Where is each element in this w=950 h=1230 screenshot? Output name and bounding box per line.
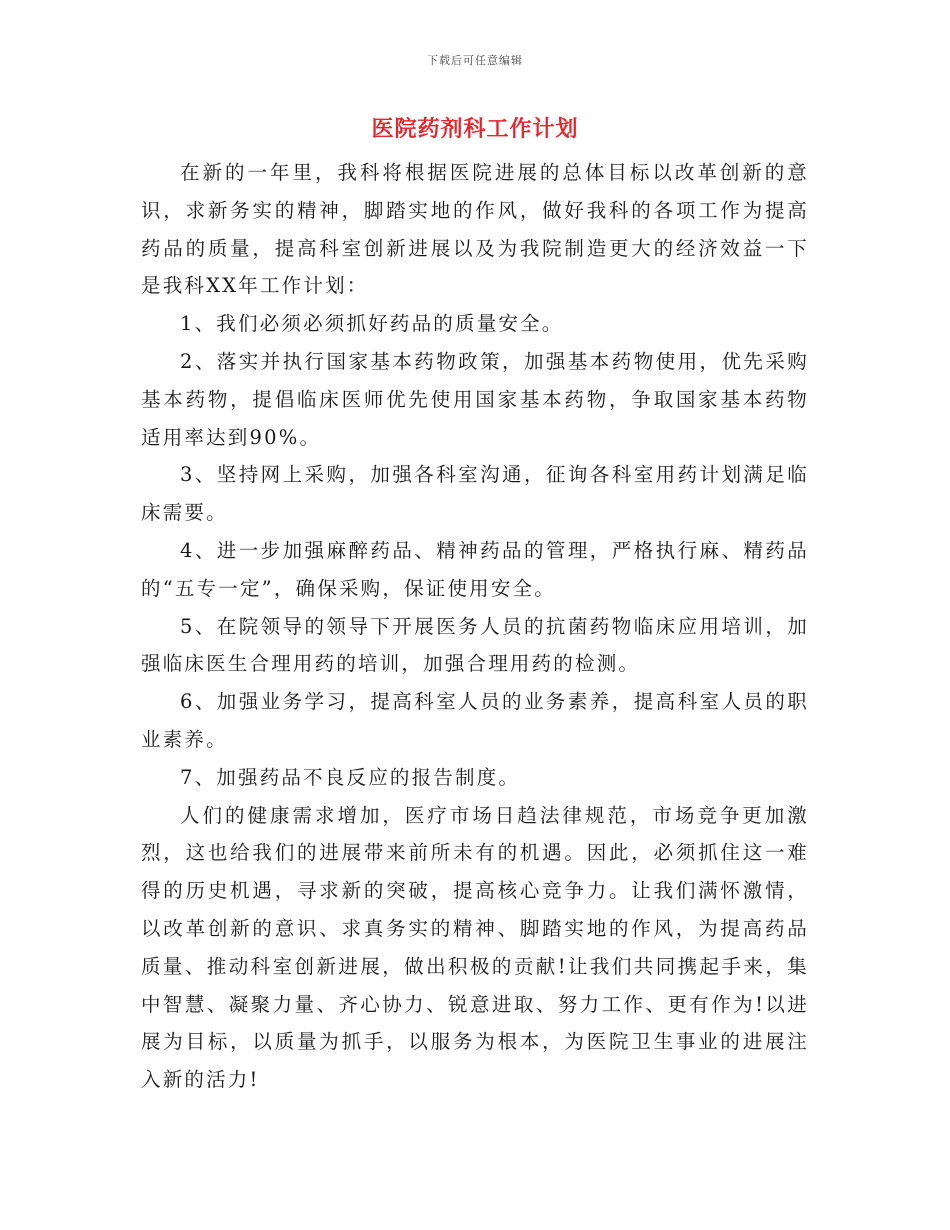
document-title: 医院药剂科工作计划: [371, 116, 579, 142]
paragraph-item-4: 4、进一步加强麻醉药品、精神药品的管理，严格执行麻、精药品的“五专一定”，确保采购，保证使用安全。: [141, 538, 809, 600]
paragraph-item-1: 1、我们必须必须抓好药品的质量安全。: [180, 312, 564, 336]
paragraph-item-7: 7、加强药品不良反应的报告制度。: [180, 765, 521, 789]
paragraph-item-3: 3、坚持网上采购，加强各科室沟通，征询各科室用药计划满足临床需要。: [141, 463, 809, 525]
paragraph-item-2: 2、落实并执行国家基本药物政策，加强基本药物使用，优先采购基本药物，提倡临床医师优先使用国家基本药物，争取国家基本药物适用率达到90%。: [141, 349, 809, 449]
paragraph-item-5: 5、在院领导的领导下开展医务人员的抗菌药物临床应用培训，加强临床医生合理用药的培训，加强合理用药的检测。: [141, 614, 809, 676]
header-note: 下载后可任意编辑: [427, 54, 523, 67]
paragraph-intro: 在新的一年里，我科将根据医院进展的总体目标以改革创新的意识，求新务实的精神，脚踏实地的作风，做好我科的各项工作为提高药品的质量，提高科室创新进展以及为我院制造更大的经济效益一下是我科XX年工作计划：: [141, 161, 809, 298]
paragraph-item-6: 6、加强业务学习，提高科室人员的业务素养，提高科室人员的职业素养。: [141, 690, 809, 751]
paragraph-conclusion: 人们的健康需求增加，医疗市场日趋法律规范，市场竞争更加激烈，这也给我们的进展带来前所未有的机遇。因此，必须抓住这一难得的历史机遇，寻求新的突破，提高核心竞争力。让我们满怀激情，以改革创新的意识、求真务实的精神、脚踏实地的作风，为提高药品质量、推动科室创新进展，做出积极的贡献!让我们共同携起手来，集中智慧、凝聚力量、齐心协力、锐意进取、努力工作、更有作为!以进展为目标，以质量为抓手，以服务为根本，为医院卫生事业的进展注入新的活力!: [141, 803, 809, 1092]
document-body: [141, 154, 809, 1099]
